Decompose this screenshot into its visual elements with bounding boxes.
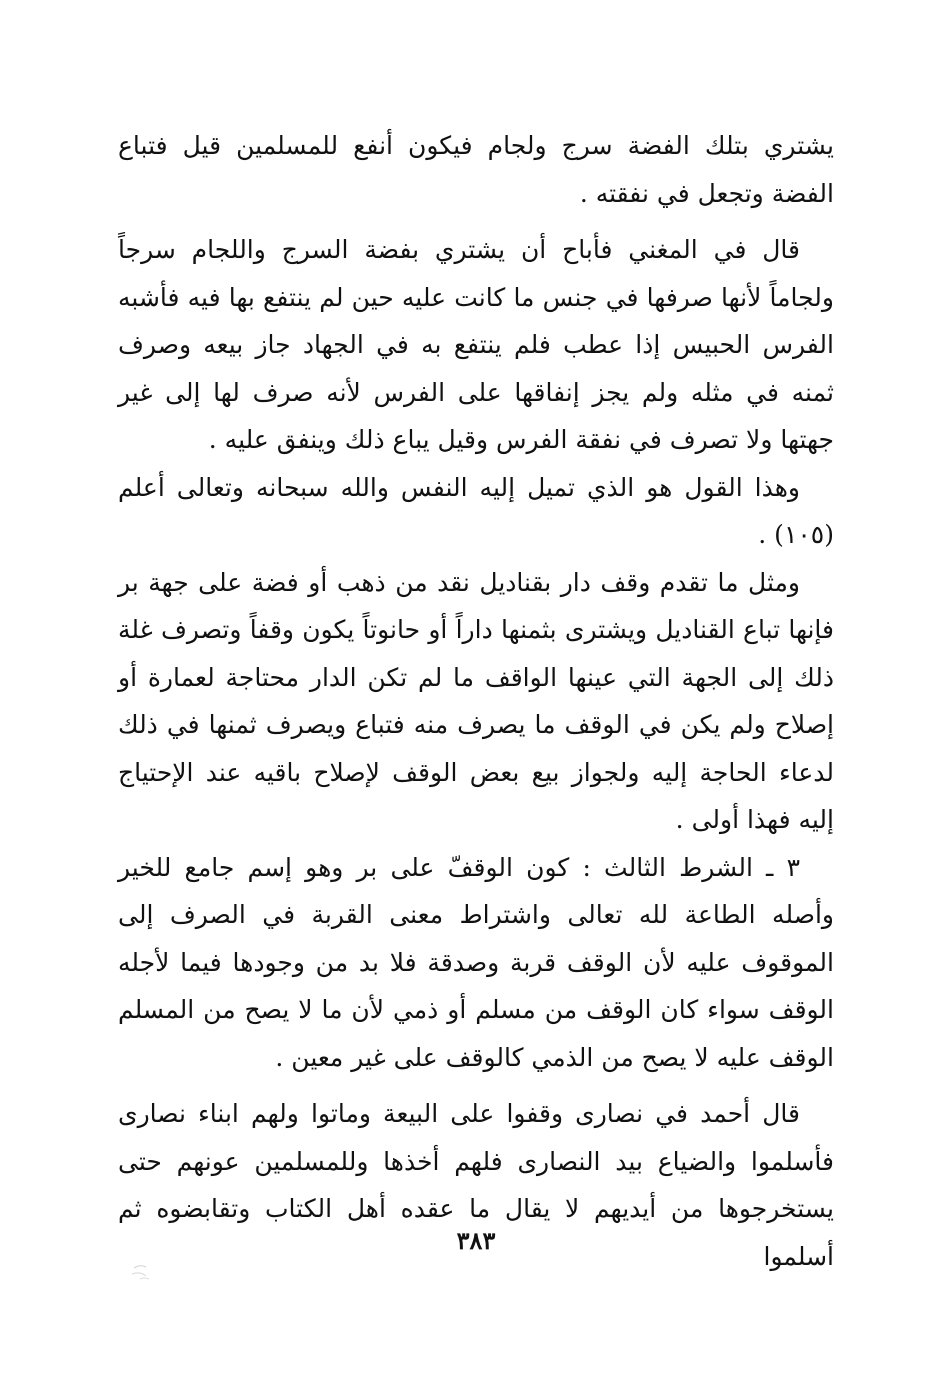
scan-speck-mark — [130, 1262, 158, 1282]
paragraph-2: قال في المغني فأباح أن يشتري بفضة السرج واللجام سرجاً ولجاماً لأنها صرفها في جنس ما كانت عليه حين لم ينتفع بها فيه فأشبه الفرس الحبيس إذا عطب فلم ينتفع به في الجهاد جاز بيعه وصرف ثمنه في مثله ولم يجز إنفاقها على الفرس لأنه صرف لها إلى غير جهتها ولا تصرف في نفقة الفرس وقيل يباع ذلك وينفق عليه . — [118, 235, 834, 454]
page-number: ٣٨٣ — [456, 1226, 496, 1255]
paragraph-1: يشتري بتلك الفضة سرج ولجام فيكون أنفع للمسلمين قيل فتباع الفضة وتجعل في نفقته . — [118, 131, 834, 208]
paragraph-6: قال أحمد في نصارى وقفوا على البيعة وماتوا ولهم ابناء نصارى فأسلموا والضياع بيد النصارى فلهم أخذها وللمسلمين عونهم حتى يستخرجوها من أيديهم لا يقال ما عقده أهل الكتاب وتقابضوه ثم أسلموا — [118, 1099, 834, 1271]
paragraph-4: ومثل ما تقدم وقف دار بقناديل نقد من ذهب أو فضة على جهة بر فإنها تباع القناديل ويشترى بثمنها داراً أو حانوتاً يكون وقفاً وتصرف غلة ذلك إلى الجهة التي عينها الواقف ما لم تكن الدار محتاجة لعمارة أو إصلاح ولم يكن في الوقف ما يصرف منه فتباع ويصرف ثمنها في ذلك لدعاء الحاجة إليه ولجواز بيع بعض الوقف لإصلاح باقيه عند الإحتياج إليه فهذا أولى . — [118, 567, 834, 834]
paragraph-5: ٣ ـ الشرط الثالث : كون الوقفّ على بر وهو إسم جامع للخير وأصله الطاعة لله تعالى واشتراط معنى القربة في الصرف إلى الموقوف عليه لأن الوقف قربة وصدقة فلا بد من وجودها فيما لأجله الوقف سواء كان الوقف من مسلم أو ذمي لأن ما لا يصح من المسلم الوقف عليه لا يصح من الذمي كالوقف على غير معين . — [118, 852, 834, 1072]
body-text — [118, 122, 834, 1280]
paragraph-3: وهذا القول هو الذي تميل إليه النفس والله سبحانه وتعالى أعلم (١٠٥) . — [118, 472, 834, 549]
